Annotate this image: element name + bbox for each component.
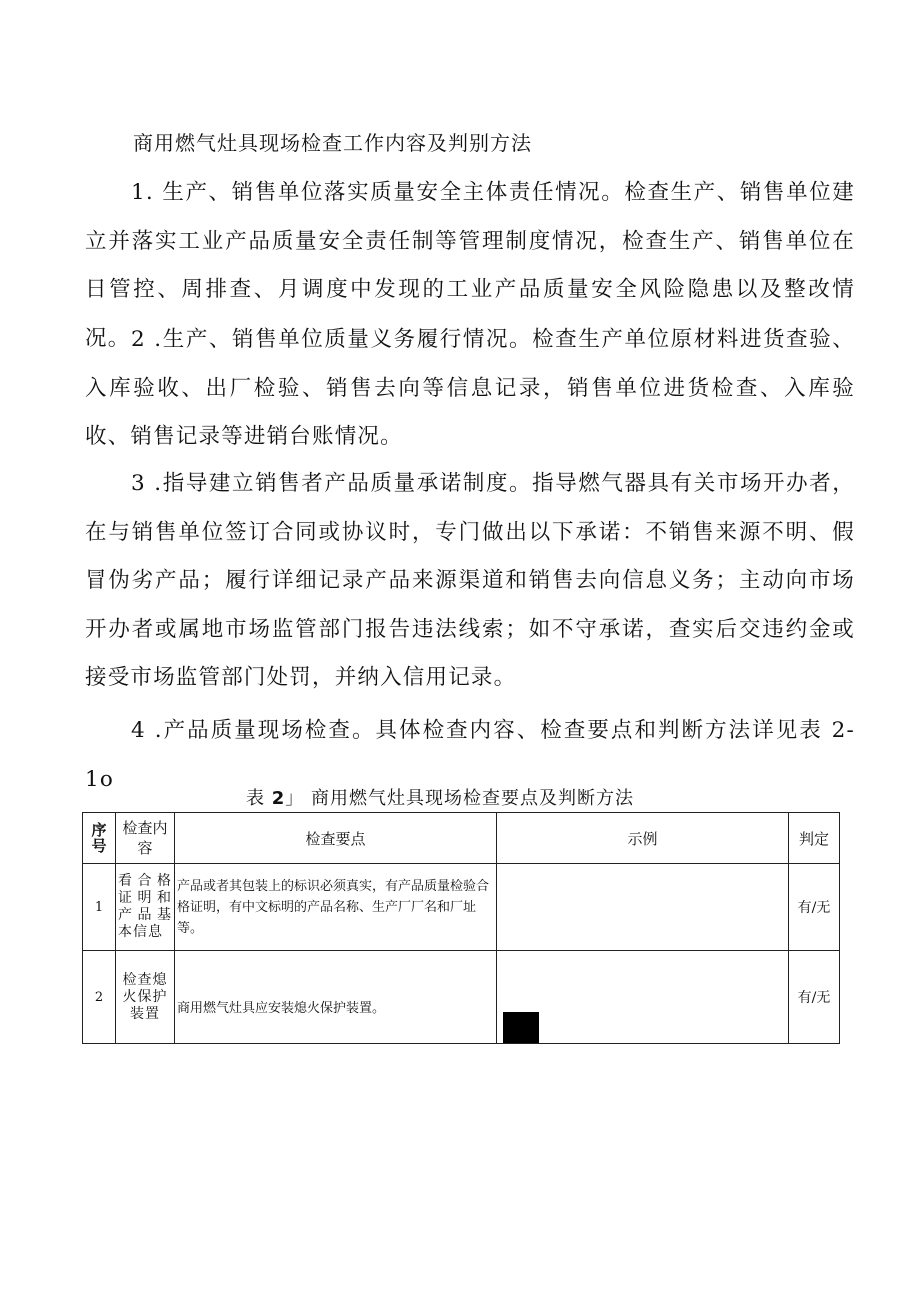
table-row: [83, 864, 840, 951]
row-content: 看合格证明和产品基本信息: [116, 864, 175, 951]
row-judge: 有/无: [789, 951, 840, 1044]
header-content: 检查内容: [116, 813, 175, 864]
table-caption-number: 2: [271, 788, 286, 809]
table-header-row: [83, 813, 840, 864]
row-example: [497, 864, 789, 951]
paragraph-4: 4 .产品质量现场检查。具体检查内容、检查要点和判断方法详见表 2-1o: [85, 718, 855, 792]
table-caption: [246, 785, 634, 813]
paragraph-1: 1. 生产、销售单位落实质量安全主体责任情况。检查生产、销售单位建立并落实工业产品质量安全责任制等管理制度情况，检查生产、销售单位在日管控、周排查、月调度中发现的工业产品质量安全风险隐患以及整改情况。: [85, 180, 855, 351]
row-content: 检查熄火保护装置: [116, 951, 175, 1044]
paragraph-2: 2 .生产、销售单位质量义务履行情况。检查生产单位原材料进货查验、入库验收、出厂检验、销售去向等信息记录，销售单位进货检查、入库验收、销售记录等进销台账情况。: [85, 327, 855, 449]
row-judge: 有/无: [789, 864, 840, 951]
paragraph-3: 3 .指导建立销售者产品质量承诺制度。指导燃气器具有关市场开办者，在与销售单位签订合同或协议时，专门做出以下承诺：不销售来源不明、假冒伪劣产品；履行详细记录产品来源渠道和销售去向信息义务；主动向市场开办者或属地市场监管部门报告违法线索；如不守承诺，查实后交违约金或接受市场监管部门处罚，并纳入信用记录。: [85, 471, 855, 690]
inspection-table: [82, 812, 840, 1044]
example-image-placeholder: [503, 1012, 539, 1043]
row-seq: 1: [83, 864, 116, 951]
row-points: 商用燃气灶具应安装熄火保护装置。: [175, 951, 497, 1044]
table-caption-mark: 」: [285, 788, 305, 809]
table-caption-text: 商用燃气灶具现场检查要点及判断方法: [311, 788, 634, 809]
row-seq: 2: [83, 951, 116, 1044]
table-row: [83, 951, 840, 1044]
row-points: 产品或者其包装上的标识必须真实，有产品质量检验合格证明，有中文标明的产品名称、生产厂厂名和厂址等。: [175, 864, 497, 951]
header-example: 示例: [497, 813, 789, 864]
document-title: 商用燃气灶具现场检查工作内容及判别方法: [133, 131, 532, 155]
table-caption-prefix: 表: [246, 788, 265, 809]
header-judge: 判定: [789, 813, 840, 864]
header-seq: 序号: [83, 813, 116, 864]
row-example-cell: [497, 951, 789, 1044]
header-points: 检查要点: [175, 813, 497, 864]
